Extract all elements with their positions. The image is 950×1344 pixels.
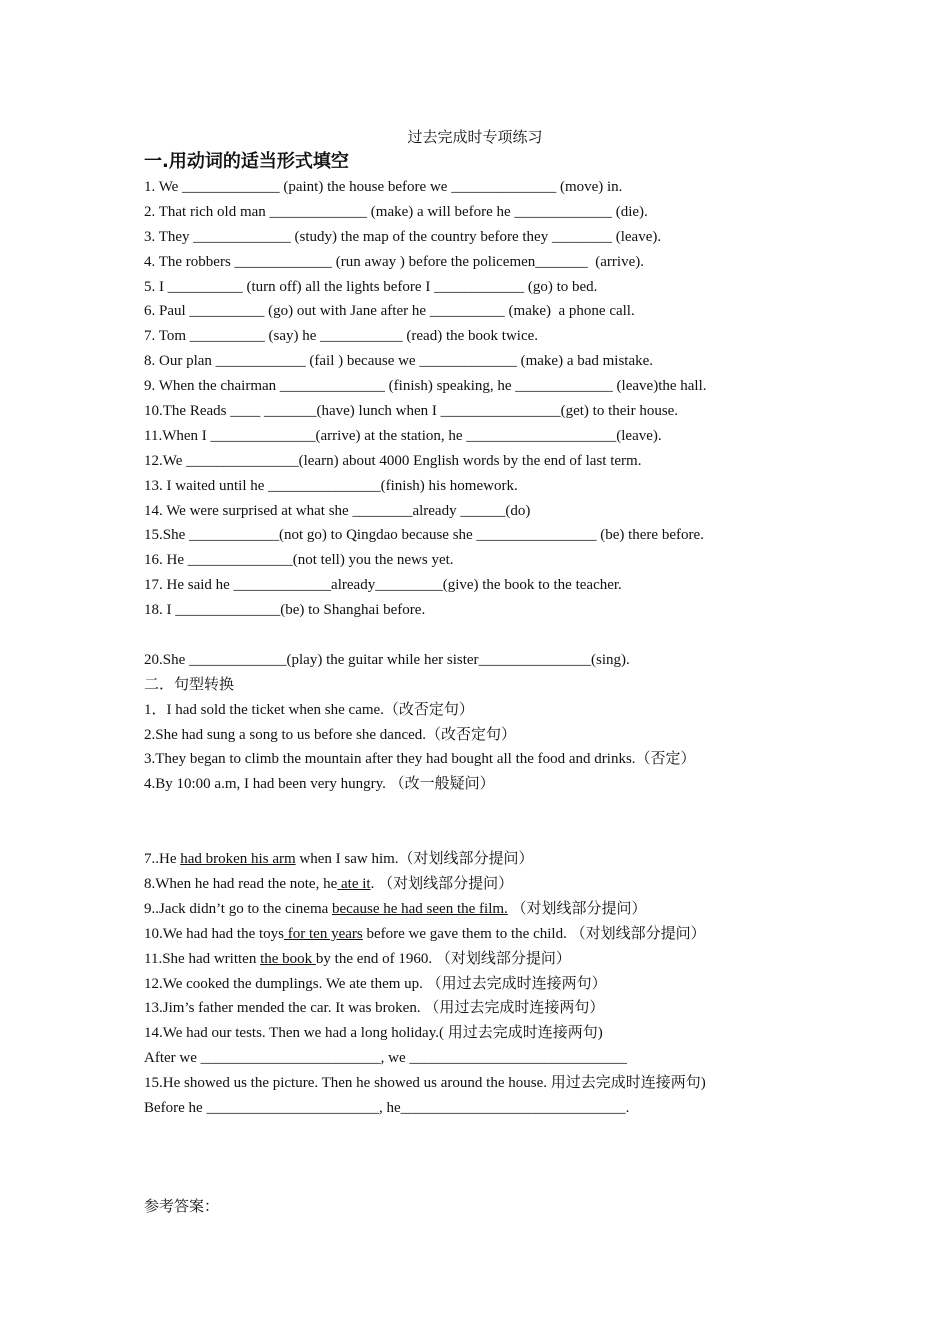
line-text: 4.By 10:00 a.m, I had been very hungry. （改一般疑问） — [144, 776, 495, 793]
underlined-phrase: ate it — [337, 875, 371, 892]
line-text: . （对划线部分提问） — [370, 875, 514, 892]
exercise-line — [144, 847, 824, 872]
line-text: 13.Jim’s father mended the car. It was broken. （用过去完成时连接两句） — [144, 1000, 605, 1017]
line-text: 6. Paul __________ (go) out with Jane after he __________ (make) a phone call. — [144, 303, 635, 320]
line-text: 20.She _____________(play) the guitar while her sister_______________(sing). — [144, 651, 630, 668]
exercise-line — [144, 523, 824, 548]
answer-label: 参考答案： — [144, 1199, 220, 1215]
exercise-line — [144, 424, 824, 449]
line-text: 9. When the chairman ______________ (finish) speaking, he _____________ (leave)the hall. — [144, 378, 707, 395]
line-text: 15.She ____________(not go) to Qingdao because she ________________ (be) there before. — [144, 527, 704, 544]
line-text: 9..Jack didn’t go to the cinema — [144, 900, 333, 917]
line-text: 1．I had sold the ticket when she came.（改否定句） — [144, 701, 474, 718]
line-text: 10.We had had the toys — [144, 925, 285, 942]
line-text: 12.We cooked the dumplings. We ate them up. （用过去完成时连接两句） — [144, 975, 607, 992]
line-text: 17. He said he _____________already_________(give) the book to the teacher. — [144, 577, 622, 594]
exercise-line — [144, 747, 824, 772]
section-heading: 一.用动词的适当形式填空 — [144, 151, 349, 172]
exercise-line — [144, 598, 824, 623]
line-text: 14.We had our tests. Then we had a long holiday.( 用过去完成时连接两句) — [144, 1025, 603, 1042]
exercise-line — [144, 723, 824, 748]
line-text: 10.The Reads ____ _______(have) lunch when I ________________(get) to their house. — [144, 403, 679, 420]
exercise-line — [144, 573, 824, 598]
line-text: 8.When he had read the note, he — [144, 875, 338, 892]
underlined-phrase: because he had seen the film. — [332, 900, 508, 917]
exercise-line — [144, 648, 824, 673]
line-text: 7. Tom __________ (say) he ___________ (read) the book twice. — [144, 328, 539, 345]
exercise-line — [144, 200, 824, 225]
exercise-line — [144, 1021, 824, 1046]
exercise-line — [144, 499, 824, 524]
line-text: 13. I waited until he _______________(finish) his homework. — [144, 477, 518, 494]
exercise-line — [144, 175, 824, 200]
exercise-line — [144, 399, 824, 424]
line-text: 2.She had sung a song to us before she danced.（改否定句） — [144, 726, 517, 743]
exercise-line — [144, 250, 824, 275]
exercise-line — [144, 822, 824, 847]
document-title: 过去完成时专项练习 — [407, 130, 543, 146]
line-text: 1. We _____________ (paint) the house before we ______________ (move) in. — [144, 179, 623, 195]
exercise-line — [144, 872, 824, 897]
exercise-line — [144, 673, 824, 698]
underlined-phrase: had broken his arm — [180, 851, 296, 868]
exercise-line — [144, 1071, 824, 1096]
line-text: 14. We were surprised at what she ________already ______(do) — [144, 502, 531, 519]
line-text: 3. They _____________ (study) the map of the country before they ________ (leave). — [144, 228, 662, 245]
exercise-line — [144, 374, 824, 399]
line-text: 2. That rich old man _____________ (make) a will before he _____________ (die). — [144, 203, 648, 220]
exercise-line — [144, 474, 824, 499]
exercise-line — [144, 996, 824, 1021]
line-text: Before he _______________________, he______________________________. — [144, 1099, 630, 1116]
exercise-line — [144, 772, 824, 797]
exercise-line — [144, 299, 824, 324]
exercise-line — [144, 324, 824, 349]
line-text: 5. I __________ (turn off) all the lights before I ____________ (go) to bed. — [144, 278, 598, 295]
underlined-phrase: for ten years — [284, 925, 363, 942]
line-text: 3.They began to climb the mountain after they had bought all the food and drinks.（否定） — [144, 751, 696, 768]
exercise-line — [144, 548, 824, 573]
exercise-lines — [144, 175, 824, 1121]
exercise-line — [144, 225, 824, 250]
line-text: 11.When I ______________(arrive) at the station, he ____________________(leave). — [144, 427, 662, 444]
exercise-line — [144, 698, 824, 723]
line-text: 4. The robbers _____________ (run away ) before the policemen_______ (arrive). — [144, 253, 644, 270]
exercise-line — [144, 797, 824, 822]
line-text: 12.We _______________(learn) about 4000 English words by the end of last term. — [144, 452, 642, 469]
line-text: 8. Our plan ____________ (fail ) because we _____________ (make) a bad mistake. — [144, 353, 654, 370]
exercise-line — [144, 623, 824, 648]
line-text: before we gave them to the child. （对划线部分提问） — [362, 925, 706, 942]
line-text: 11.She had written — [144, 950, 261, 967]
exercise-line — [144, 897, 824, 922]
line-text: 15.He showed us the picture. Then he showed us around the house. 用过去完成时连接两句) — [144, 1075, 706, 1092]
line-text: 18. I ______________(be) to Shanghai before. — [144, 602, 426, 619]
line-text: by the end of 1960. （对划线部分提问） — [315, 950, 571, 967]
exercise-line — [144, 947, 824, 972]
exercise-line — [144, 275, 824, 300]
exercise-line — [144, 1046, 824, 1071]
line-text: 二．句型转换 — [144, 676, 235, 693]
line-text: 7..He — [144, 851, 181, 868]
exercise-line — [144, 922, 824, 947]
exercise-line — [144, 349, 824, 374]
line-text: when I saw him.（对划线部分提问） — [295, 851, 534, 868]
line-text: 16. He ______________(not tell) you the news yet. — [144, 552, 454, 569]
line-text: （对划线部分提问） — [507, 900, 647, 917]
underlined-phrase: the book — [260, 950, 316, 967]
line-text: After we ________________________, we _____________________________ — [144, 1050, 627, 1067]
exercise-line — [144, 972, 824, 997]
exercise-line — [144, 449, 824, 474]
exercise-line — [144, 1096, 824, 1121]
